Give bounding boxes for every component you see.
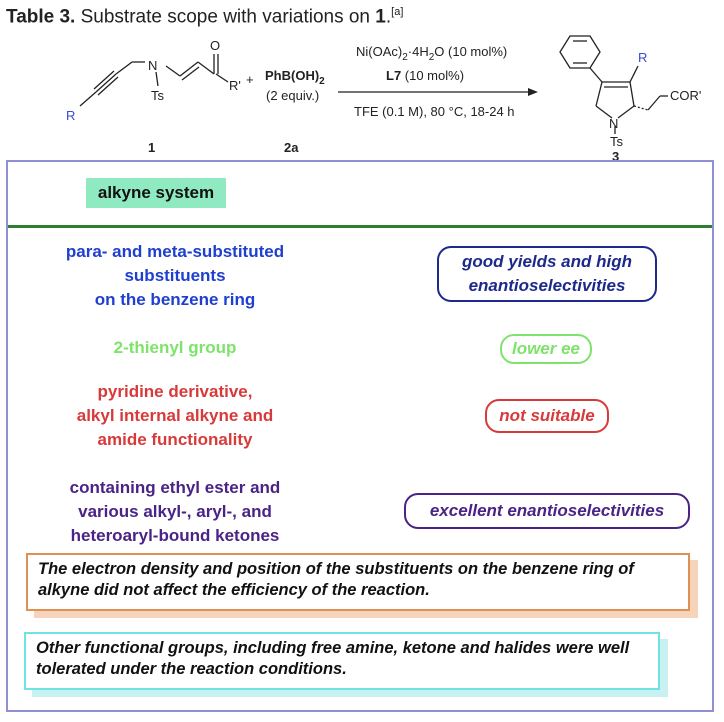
row-3-result-badge [485,399,609,433]
row-3-line-2: alkyl internal alkyne and [76,406,274,425]
ligand-text: L7 (10 mol%) [386,68,465,83]
row-1-result-line-2: enantioselectivities [468,276,626,295]
row-1-line-3: on the benzene ring [94,290,256,309]
boronic-acid-formula: $PhB(OH)_2$ [265,68,325,87]
row-2-result-badge [500,334,592,364]
row-4-description [20,476,330,548]
catalyst-text: $Ni(OAc)_2\cdot 4H_2O$ (10 mol%) [356,44,508,63]
compound-3-label: 3 [612,149,620,164]
note-1: The electron density and position of the substituents on the benzene ring of alkyne did not affect the efficiency of the reaction. [26,553,690,611]
reaction-arrow [338,88,538,96]
oxygen-atom-label: O [210,38,221,53]
row-2-line-1: 2-thienyl group [113,338,237,357]
product-nitrogen-label: N [609,116,619,131]
product-r-label: R [638,50,648,65]
row-1-line-1: para- and meta-substituted [65,242,285,261]
title-text: Substrate scope with variations on [75,6,376,28]
r-group-label: R [66,108,76,123]
section-label: alkyne system [86,178,226,208]
row-2-result-line-1: lower ee [511,339,581,358]
row-1-line-2: substituents [124,266,226,285]
row-4-result-badge [404,493,690,529]
row-1-result-line-1: good yields and high [462,252,632,271]
title-ref: 1 [375,6,386,28]
row-4-line-3: heteroaryl-bound ketones [70,526,280,545]
row-4-line-2: various alkyl-, aryl-, and [78,502,272,521]
note-2: Other functional groups, including free amine, ketone and halides were well tolerated under the reaction conditions. [24,632,660,690]
cor-prime-label: COR' [670,88,702,103]
product-tosyl-label: Ts [610,134,623,149]
row-3-line-3: amide functionality [97,430,253,449]
title-end: . [385,6,392,28]
plus-sign: + [246,72,254,87]
row-3-line-1: pyridine derivative, [97,382,253,401]
equivalents-note: (2 equiv.) [266,88,320,103]
title-footnote: [a] [391,6,404,18]
title-prefix: Table 3. [6,6,76,28]
row-3-result-line-1: not suitable [499,406,595,425]
row-4-result-line-1: excellent enantioselectivities [429,501,665,520]
divider [8,225,712,228]
compound-1-label: 1 [148,140,156,155]
nitrogen-atom-label: N [148,58,158,73]
row-4-line-1: containing ethyl ester and [69,478,281,497]
row-1-result-badge [437,246,657,302]
row-1-description [20,240,330,312]
table-title [6,6,403,28]
conditions-text: TFE (0.1 M), 80 °C, 18-24 h [354,104,515,119]
compound-2a-label: 2a [284,140,299,155]
row-2-description [20,336,330,360]
reaction-scheme [0,34,724,164]
row-3-description [20,380,330,452]
tosyl-label: Ts [151,88,164,103]
r-prime-label: R' [229,78,241,93]
